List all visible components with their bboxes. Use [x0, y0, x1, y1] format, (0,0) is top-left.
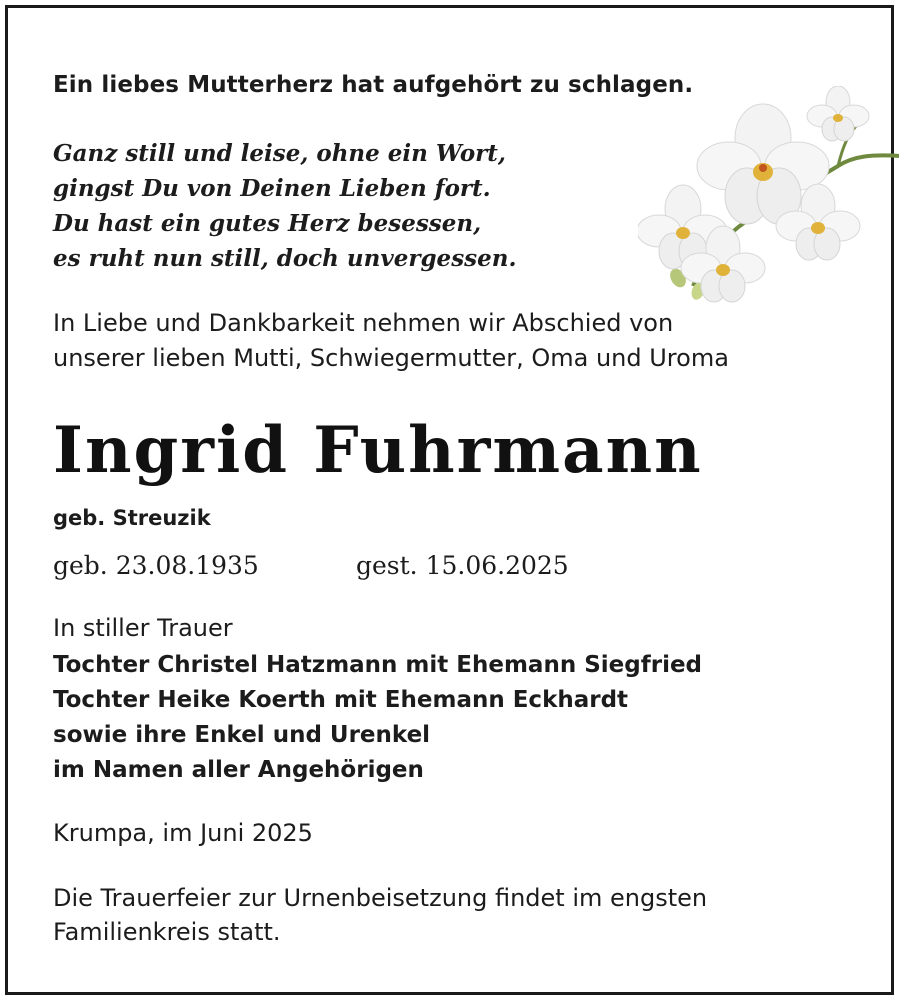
birth-date: geb. 23.08.1935: [53, 551, 259, 580]
mourner-line: Tochter Heike Koerth mit Ehemann Eckhardt: [53, 687, 629, 713]
poem-line: gingst Du von Deinen Lieben fort.: [53, 175, 491, 202]
obituary-frame: [5, 5, 894, 995]
mourner-line: Tochter Christel Hatzmann mit Ehemann Siegfried: [53, 652, 703, 678]
intro-text: [53, 306, 729, 376]
mourner-line: sowie ihre Enkel und Urenkel: [53, 722, 431, 748]
mourners-intro: In stiller Trauer: [53, 614, 233, 642]
deceased-name: Ingrid Fuhrmann: [53, 413, 703, 488]
poem-line: es ruht nun still, doch unvergessen.: [53, 245, 517, 272]
notice-line: Familienkreis statt.: [53, 918, 281, 946]
intro-line: In Liebe und Dankbarkeit nehmen wir Abschied von: [53, 309, 674, 337]
poem-line: Du hast ein gutes Herz besessen,: [53, 210, 482, 237]
place-date: Krumpa, im Juni 2025: [53, 819, 313, 847]
headline: Ein liebes Mutterherz hat aufgehört zu schlagen.: [53, 72, 694, 98]
mourner-line: im Namen aller Angehörigen: [53, 757, 424, 783]
mourners-list: [53, 648, 702, 788]
maiden-name: geb. Streuzik: [53, 506, 211, 530]
funeral-notice: [53, 881, 707, 949]
poem-line: Ganz still und leise, ohne ein Wort,: [53, 140, 506, 167]
poem: [53, 136, 516, 276]
intro-line: unserer lieben Mutti, Schwiegermutter, Oma und Uroma: [53, 344, 729, 372]
orchid-icon: [638, 86, 899, 316]
notice-line: Die Trauerfeier zur Urnenbeisetzung findet im engsten: [53, 884, 708, 912]
death-date: gest. 15.06.2025: [356, 551, 569, 580]
